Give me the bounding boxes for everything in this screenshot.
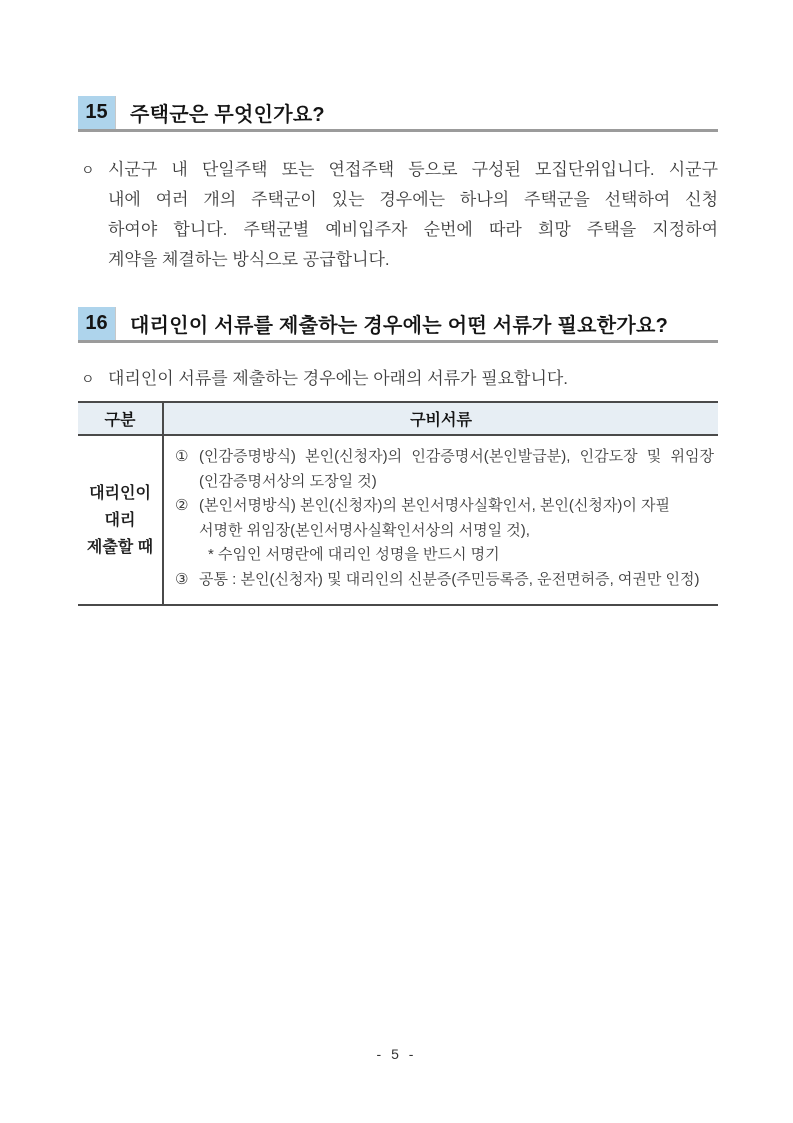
intro-line: 대리인이 서류를 제출하는 경우에는 아래의 서류가 필요합니다.: [108, 369, 569, 388]
document-item-1: [175, 445, 714, 494]
document-item-2: [175, 494, 714, 568]
section-16-title: 대리인이 서류를 제출하는 경우에는 어떤 서류가 필요한가요?: [130, 315, 669, 337]
row-label-line: 제출할 때: [86, 538, 154, 556]
intro-bullet: ㅇ: [81, 371, 95, 387]
section-15-title: 주택군은 무엇인가요?: [130, 104, 325, 126]
table-header-category: 구분: [78, 402, 163, 435]
item-line: (인감증명방식) 본인(신청자)의 인감증명서(본인발급분), 인감도장 및 위임장: [199, 448, 714, 465]
paragraph-bullet: ㅇ: [81, 162, 95, 178]
page-number: - 5 -: [376, 1046, 417, 1062]
section-15-number-badge: 15: [78, 96, 115, 129]
item-1-marker: ①: [175, 448, 189, 465]
item-3-marker: ③: [175, 570, 189, 588]
section-15-header: [78, 96, 718, 132]
document-item-3: [175, 568, 714, 593]
item-2-marker: ②: [175, 497, 189, 514]
paragraph-line: 시군구 내 단일주택 또는 연접주택 등으로 구성된 모집단위입니다. 시군구: [108, 160, 718, 179]
item-line: 공통 : 본인(신청자) 및 대리인의 신분증(주민등록증, 운전면허증, 여권만 인정): [199, 570, 700, 588]
item-line-note: * 수임인 서명란에 대리인 성명을 반드시 명기: [208, 546, 500, 563]
item-3-lines: [199, 568, 714, 593]
table-row-content: [163, 435, 718, 605]
item-line: 서명한 위임장(본인서명사실확인서상의 서명일 것),: [199, 521, 530, 539]
table-row-label: [78, 435, 163, 605]
required-documents-table: [78, 401, 718, 606]
item-1-lines: [199, 445, 714, 494]
table-header-documents: 구비서류: [163, 402, 718, 435]
section-16-header: [78, 307, 718, 343]
intro-lines: [108, 367, 718, 391]
table-row: [78, 435, 718, 605]
item-2-lines: [199, 494, 714, 568]
row-label-line: 대리인이: [89, 484, 151, 502]
section-16-number-badge: 16: [78, 307, 115, 340]
section-15-paragraph: [78, 155, 718, 275]
paragraph-line: 하여야 합니다. 주택군별 예비입주자 순번에 따라 희망 주택을 지정하여: [108, 220, 718, 239]
row-label-line: 대리: [104, 511, 136, 529]
paragraph-lines: [108, 155, 718, 275]
table-header-row: [78, 402, 718, 435]
section-16-intro: [78, 367, 718, 391]
paragraph-line: 내에 여러 개의 주택군이 있는 경우에는 하나의 주택군을 선택하여 신청: [108, 190, 718, 209]
item-line: (본인서명방식) 본인(신청자)의 본인서명사실확인서, 본인(신청자)이 자필: [199, 497, 671, 514]
page-content: [78, 0, 718, 606]
item-line: (인감증명서상의 도장일 것): [199, 472, 377, 490]
paragraph-line: 계약을 체결하는 방식으로 공급합니다.: [108, 250, 390, 269]
